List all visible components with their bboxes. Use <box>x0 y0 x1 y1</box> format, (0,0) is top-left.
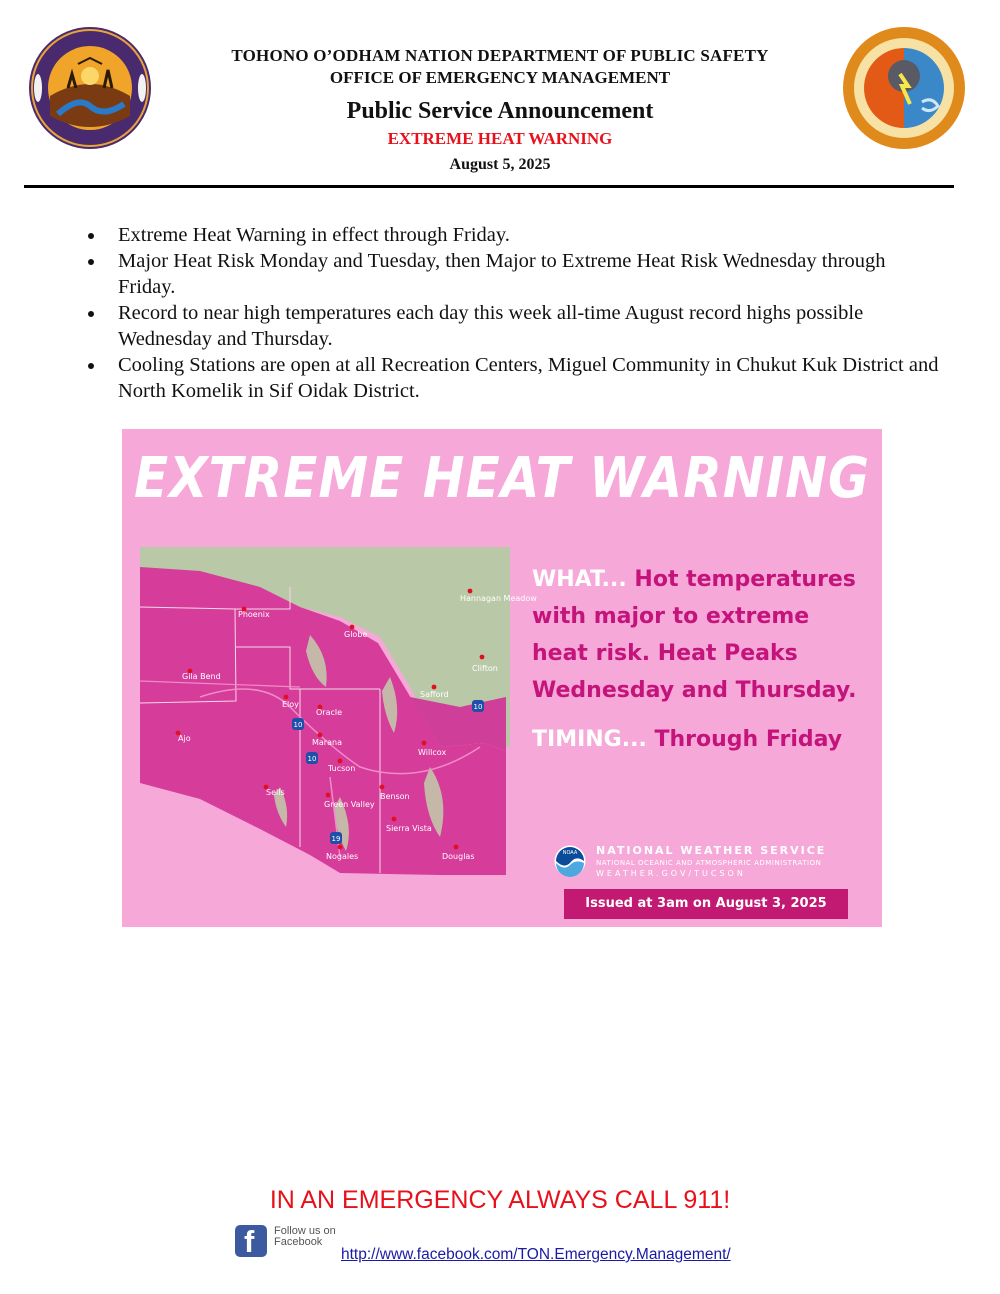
city-label: Clifton <box>472 664 498 673</box>
city-label: Gila Bend <box>182 672 221 681</box>
what-statement <box>532 561 862 709</box>
city-marker <box>284 695 289 700</box>
city-label: Phoenix <box>238 610 270 619</box>
interstate-number: 19 <box>331 835 341 843</box>
what-label: WHAT... <box>532 567 627 592</box>
noaa-logo-icon <box>554 845 586 877</box>
dps-seal-logo <box>28 26 152 150</box>
warning-area-map <box>140 547 537 887</box>
city-label: Green Valley <box>324 800 375 809</box>
city-marker <box>392 817 397 822</box>
city-label: Benson <box>380 792 410 801</box>
warning-subtitle: EXTREME HEAT WARNING <box>387 129 613 148</box>
noaa-label: NOAA <box>562 850 578 856</box>
nws-url: WEATHER.GOV/TUCSON <box>596 869 746 878</box>
bullet-item: Major Heat Risk Monday and Tuesday, then Major to Extreme Heat Risk Wednesday through Friday. <box>84 248 944 300</box>
bullet-dot-icon <box>88 233 94 239</box>
city-label: Sierra Vista <box>386 824 432 833</box>
graphic-title: EXTREME HEAT WARNING <box>133 445 871 511</box>
city-label: Globe <box>344 630 368 639</box>
city-marker <box>318 733 323 738</box>
city-label: Douglas <box>442 852 475 861</box>
bullet-item: Record to near high temperatures each day this week all-time August record highs possible Wednesday and Thursday. <box>84 300 944 352</box>
bullet-dot-icon <box>88 363 94 369</box>
bullet-item: Extreme Heat Warning in effect through Friday. <box>84 222 944 248</box>
timing-statement <box>532 727 842 752</box>
city-marker <box>480 655 485 660</box>
page-title: Public Service Announcement <box>346 98 654 124</box>
header-office: OFFICE OF EMERGENCY MANAGEMENT <box>329 68 671 87</box>
city-label: Oracle <box>316 708 343 717</box>
city-label: Hannagan Meadow <box>460 594 537 603</box>
city-marker <box>422 741 427 746</box>
header-divider <box>24 185 954 188</box>
announcement-date: August 5, 2025 <box>449 156 551 173</box>
city-label: Nogales <box>326 852 359 861</box>
timing-text: Through Friday <box>654 727 843 752</box>
city-label: Tucson <box>328 764 356 773</box>
nws-name: NATIONAL WEATHER SERVICE <box>596 844 827 857</box>
city-label: Marana <box>312 738 342 747</box>
issued-banner: Issued at 3am on August 3, 2025 <box>564 889 848 919</box>
city-label: Sells <box>266 788 285 797</box>
city-marker <box>454 845 459 850</box>
what-text: Hot temperatures with major to extreme heat risk. Heat Peaks Wednesday and Thursday. <box>532 567 857 703</box>
interstate-number: 10 <box>307 755 317 763</box>
heat-warning-graphic <box>122 429 882 927</box>
header-department: TOHONO O’ODHAM NATION DEPARTMENT OF PUBLIC SAFETY <box>231 46 769 65</box>
oem-seal-logo <box>842 26 966 150</box>
facebook-follow-text: Follow us on Facebook <box>274 1225 336 1248</box>
nws-subtitle: NATIONAL OCEANIC AND ATMOSPHERIC ADMINISTRATION <box>596 859 822 867</box>
city-marker <box>432 685 437 690</box>
interstate-number: 10 <box>293 721 303 729</box>
city-marker <box>326 793 331 798</box>
city-label: Eloy <box>282 700 299 709</box>
city-marker <box>350 625 355 630</box>
facebook-icon[interactable]: f <box>235 1225 267 1257</box>
city-marker <box>338 759 343 764</box>
bullet-list <box>84 222 944 404</box>
facebook-link[interactable]: http://www.facebook.com/TON.Emergency.Management/ <box>341 1246 731 1263</box>
city-label: Willcox <box>418 748 447 757</box>
emergency-notice: IN AN EMERGENCY ALWAYS CALL 911! <box>269 1186 731 1214</box>
city-label: Safford <box>420 690 449 699</box>
bullet-item: Cooling Stations are open at all Recreation Centers, Miguel Community in Chukut Kuk District and North Komelik in Sif Oidak District. <box>84 352 944 404</box>
city-marker <box>380 785 385 790</box>
bullet-dot-icon <box>88 311 94 317</box>
city-marker <box>468 589 473 594</box>
bullet-dot-icon <box>88 259 94 265</box>
city-label: Ajo <box>178 734 191 743</box>
city-marker <box>338 845 343 850</box>
interstate-number: 10 <box>473 703 483 711</box>
timing-label: TIMING... <box>532 727 647 752</box>
